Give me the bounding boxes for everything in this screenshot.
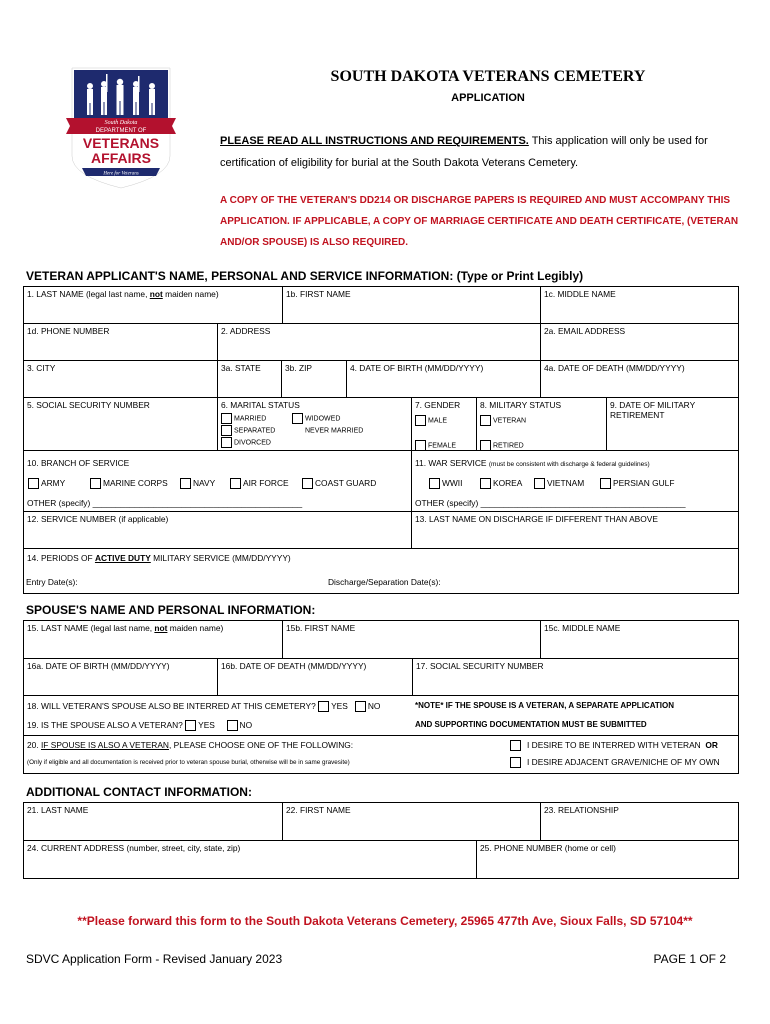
vet-dod-field[interactable]: 4a. DATE OF DEATH (MM/DD/YYYY)	[541, 361, 738, 398]
spouse-dob-field[interactable]: 16a. DATE OF BIRTH (MM/DD/YYYY)	[24, 659, 218, 696]
option-label: WIDOWED	[305, 415, 341, 423]
contact-address-field[interactable]: 24. CURRENT ADDRESS (number, street, city, state, zip)	[24, 841, 477, 878]
vet-email-field[interactable]: 2a. EMAIL ADDRESS	[541, 324, 738, 361]
option-label: RETIRED	[493, 442, 524, 450]
label-not: not	[149, 289, 163, 299]
option-label: AIR FORCE	[243, 478, 289, 488]
navy-checkbox[interactable]	[180, 478, 215, 489]
page-title: SOUTH DAKOTA VETERANS CEMETERY	[330, 68, 646, 85]
coast-guard-checkbox[interactable]	[302, 478, 376, 489]
war-other-field[interactable]: OTHER (specify) ____________________________________________	[415, 498, 686, 508]
vet-state-field[interactable]: 3a. STATE	[218, 361, 282, 398]
checkbox-box[interactable]	[534, 478, 545, 489]
vet-discharge-last-name-field[interactable]: 13. LAST NAME ON DISCHARGE IF DIFFERENT THAN ABOVE	[412, 511, 738, 549]
checkbox-box[interactable]	[230, 478, 241, 489]
q18-row	[27, 701, 380, 712]
q19-label: 19. IS THE SPOUSE ALSO A VETERAN?	[27, 720, 183, 730]
air-force-checkbox[interactable]	[230, 478, 289, 489]
option-label: MARRIED	[234, 415, 267, 423]
logo-line1-text: VETERANS	[82, 135, 160, 151]
gender-label: 7. GENDER	[415, 400, 461, 410]
checkbox-box[interactable]	[28, 478, 39, 489]
wwii-checkbox[interactable]	[429, 478, 462, 489]
option-label: WWII	[442, 478, 463, 488]
q20-small-note: (Only if eligible and all documentation is received prior to veteran spouse burial, otherwise will be in same gravesite)	[27, 759, 350, 766]
label-not: not	[154, 623, 168, 633]
veteran-section-heading: VETERAN APPLICANT'S NAME, PERSONAL AND SERVICE INFORMATION: (Type or Print Legibly)	[26, 269, 584, 283]
spouse-info-table	[23, 620, 739, 774]
branch-label: 10. BRANCH OF SERVICE	[27, 458, 130, 468]
marine-corps-checkbox[interactable]	[90, 478, 168, 489]
retired-checkbox[interactable]	[480, 440, 524, 451]
checkbox-box[interactable]	[510, 740, 521, 751]
yes-label: YES	[331, 701, 348, 711]
veteran-info-table	[23, 286, 739, 594]
option-label: MALE	[428, 417, 448, 425]
spouse-middle-name-field[interactable]: 15c. MIDDLE NAME	[541, 621, 738, 659]
option-label: I DESIRE TO BE INTERRED WITH VETERAN	[527, 740, 701, 750]
contact-relationship-field[interactable]: 23. RELATIONSHIP	[541, 803, 738, 841]
option-label: MARINE CORPS	[103, 478, 168, 488]
vet-ssn-field[interactable]: 5. SOCIAL SECURITY NUMBER	[24, 398, 218, 451]
checkbox-box[interactable]	[480, 440, 491, 451]
checkbox-box[interactable]	[480, 478, 491, 489]
korea-checkbox[interactable]	[480, 478, 522, 489]
option-label: SEPARATED	[234, 427, 276, 435]
page-number: PAGE 1 OF 2	[653, 952, 726, 966]
q20-label	[27, 740, 353, 750]
q18-no-checkbox[interactable]	[355, 701, 366, 712]
vietnam-checkbox[interactable]	[534, 478, 584, 489]
vet-zip-field[interactable]: 3b. ZIP	[282, 361, 347, 398]
checkbox-box[interactable]	[480, 415, 491, 426]
option-label: VETERAN	[493, 417, 527, 425]
male-checkbox[interactable]	[415, 415, 447, 426]
label-underlined: ACTIVE DUTY	[94, 553, 151, 563]
checkbox-box[interactable]	[415, 440, 426, 451]
vet-city-field[interactable]: 3. CITY	[24, 361, 218, 398]
checkbox-box[interactable]	[415, 415, 426, 426]
instructions-bold: PLEASE READ ALL INSTRUCTIONS AND REQUIREMENTS.	[220, 135, 529, 147]
vet-retirement-date-field[interactable]: 9. DATE OF MILITARY RETIREMENT	[607, 398, 738, 451]
option-label: ARMY	[41, 478, 66, 488]
vet-first-name-field[interactable]: 1b. FIRST NAME	[283, 287, 541, 324]
instructions-text	[220, 130, 750, 174]
checkbox-box[interactable]	[90, 478, 101, 489]
label: maiden name)	[167, 623, 224, 633]
no-label: NO	[239, 720, 253, 730]
q18-yes-checkbox[interactable]	[318, 701, 329, 712]
female-checkbox[interactable]	[415, 440, 456, 451]
divorced-checkbox[interactable]	[221, 437, 271, 448]
required-documents-warning: A COPY OF THE VETERAN'S DD214 OR DISCHARGE PAPERS IS REQUIRED AND MUST ACCOMPANY THIS APPLICATION. IF APPLICABLE, A COPY OF MARRIAGE CERTIFICATE AND DEATH CERTIFICATE, (VETERAN AND/OR SPOUSE) IS ALSO REQUIRED.	[220, 195, 739, 248]
option-label: DIVORCED	[234, 439, 271, 447]
adjacent-grave-checkbox[interactable]	[510, 757, 720, 768]
veteran-checkbox[interactable]	[480, 415, 526, 426]
label: 15. LAST NAME (legal last name,	[27, 623, 155, 633]
contact-last-name-field[interactable]: 21. LAST NAME	[24, 803, 283, 841]
label: 14. PERIODS OF	[27, 553, 95, 563]
branch-other-field[interactable]: OTHER (specify) _____________________________________________	[27, 498, 303, 508]
contact-info-table	[23, 802, 739, 879]
spouse-section-heading: SPOUSE'S NAME AND PERSONAL INFORMATION:	[26, 603, 316, 617]
checkbox-box[interactable]	[600, 478, 611, 489]
never-married-checkbox[interactable]	[292, 425, 363, 436]
forward-instructions: **Please forward this form to the South Dakota Veterans Cemetery, 25965 477th Ave, Sioux Falls, SD 57104**	[77, 914, 693, 928]
contact-phone-field[interactable]: 25. PHONE NUMBER (home or cell)	[480, 843, 616, 853]
spouse-veteran-note-line2: AND SUPPORTING DOCUMENTATION MUST BE SUBMITTED	[415, 720, 647, 729]
instructions-rest: This application will only be used for certification of eligibility for burial at the South Dakota Veterans Cemetery.	[220, 135, 708, 169]
checkbox-box[interactable]	[292, 413, 303, 424]
married-checkbox[interactable]	[221, 413, 266, 424]
war-service-label-row	[415, 458, 735, 468]
option-label: COAST GUARD	[315, 478, 377, 488]
marital-status-label: 6. MARITAL STATUS	[221, 400, 300, 410]
checkbox-box[interactable]	[429, 478, 440, 489]
inter-with-veteran-checkbox[interactable]	[510, 740, 718, 751]
vet-dob-field[interactable]: 4. DATE OF BIRTH (MM/DD/YYYY)	[347, 361, 541, 398]
checkbox-box[interactable]	[221, 425, 232, 436]
checkbox-box[interactable]	[221, 437, 232, 448]
label: maiden name)	[162, 289, 219, 299]
option-label: FEMALE	[428, 442, 457, 450]
q19-no-checkbox[interactable]	[227, 720, 238, 731]
discharge-date-label[interactable]: Discharge/Separation Date(s):	[328, 577, 441, 587]
checkbox-box[interactable]	[180, 478, 191, 489]
option-label: NAVY	[193, 478, 216, 488]
logo-state-text: South Dakota	[104, 120, 138, 126]
contact-first-name-field[interactable]: 22. FIRST NAME	[283, 803, 541, 841]
sd-veterans-affairs-logo	[24, 64, 216, 192]
no-label: NO	[367, 701, 381, 711]
form-revision: SDVC Application Form - Revised January 2023	[26, 952, 283, 966]
contact-section-heading: ADDITIONAL CONTACT INFORMATION:	[26, 785, 252, 799]
vet-address-field[interactable]: 2. ADDRESS	[218, 324, 541, 361]
option-label: VIETNAM	[547, 478, 585, 488]
military-status-label: 8. MILITARY STATUS	[480, 400, 562, 410]
or-label: OR	[705, 740, 718, 750]
label: 1. LAST NAME (legal last name,	[27, 289, 150, 299]
war-service-note: (must be consistent with discharge & federal guidelines)	[488, 461, 650, 468]
option-label: PERSIAN GULF	[613, 478, 675, 488]
checkbox-box[interactable]	[510, 757, 521, 768]
vet-last-name-field[interactable]	[24, 287, 283, 324]
spouse-ssn-field[interactable]: 17. SOCIAL SECURITY NUMBER	[413, 659, 738, 696]
spouse-dod-field[interactable]: 16b. DATE OF DEATH (MM/DD/YYYY)	[218, 659, 413, 696]
page-subtitle: APPLICATION	[451, 92, 525, 104]
label-underlined: IF SPOUSE IS ALSO A VETERAN	[40, 740, 169, 750]
spouse-last-name-field[interactable]	[24, 621, 283, 659]
option-label: I DESIRE ADJACENT GRAVE/NICHE OF MY OWN	[527, 757, 720, 767]
option-label: NEVER MARRIED	[305, 427, 364, 435]
vet-middle-name-field[interactable]: 1c. MIDDLE NAME	[541, 287, 738, 324]
entry-date-label[interactable]: Entry Date(s):	[26, 577, 78, 587]
logo-tagline-text: Here for Veterans	[103, 171, 139, 177]
war-service-label: 11. WAR SERVICE	[415, 458, 487, 468]
logo-line2-text: AFFAIRS	[91, 150, 151, 166]
persian-gulf-checkbox[interactable]	[600, 478, 674, 489]
option-label: KOREA	[493, 478, 523, 488]
spouse-veteran-note-line1: *NOTE* IF THE SPOUSE IS A VETERAN, A SEPARATE APPLICATION	[415, 701, 674, 710]
checkbox-box[interactable]	[302, 478, 313, 489]
separated-checkbox[interactable]	[221, 425, 275, 436]
widowed-checkbox[interactable]	[292, 413, 340, 424]
yes-label: YES	[198, 720, 215, 730]
logo-dept-text: DEPARTMENT OF	[95, 128, 147, 134]
label: , PLEASE CHOOSE ONE OF THE FOLLOWING:	[168, 740, 354, 750]
checkbox-box[interactable]	[221, 413, 232, 424]
spouse-first-name-field[interactable]: 15b. FIRST NAME	[283, 621, 541, 659]
army-checkbox[interactable]	[28, 478, 65, 489]
q18-label: 18. WILL VETERAN'S SPOUSE ALSO BE INTERRED AT THIS CEMETERY?	[27, 701, 316, 711]
vet-service-number-field[interactable]: 12. SERVICE NUMBER (if applicable)	[24, 511, 412, 549]
q19-yes-checkbox[interactable]	[185, 720, 196, 731]
label: 20.	[27, 740, 41, 750]
q19-row	[27, 720, 252, 731]
vet-phone-field[interactable]: 1d. PHONE NUMBER	[24, 324, 218, 361]
label: MILITARY SERVICE (MM/DD/YYYY)	[150, 553, 291, 563]
